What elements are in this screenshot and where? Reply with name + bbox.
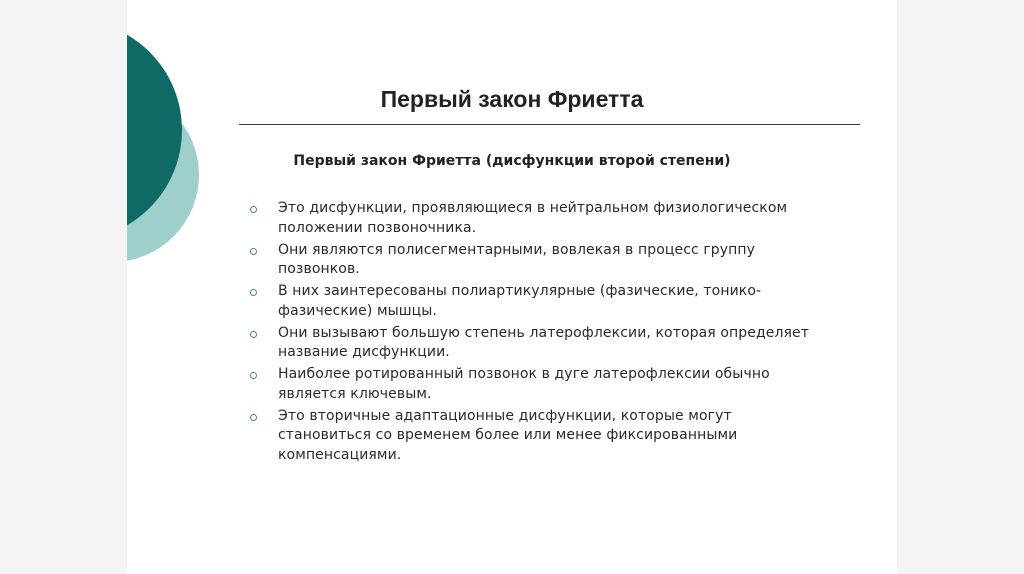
bullet-text: Это дисфункции, проявляющиеся в нейтральном физиологическом положении позвоночника. xyxy=(278,200,788,236)
circle-bullet-icon xyxy=(250,372,257,379)
circle-bullet-icon xyxy=(250,331,257,338)
bullet-text: В них заинтересованы полиартикулярные (фазические, тонико- фазические) мышцы. xyxy=(278,283,762,319)
bullet-item xyxy=(248,199,848,238)
bullet-list xyxy=(248,199,848,468)
slide xyxy=(127,0,897,574)
slide-subtitle: Первый закон Фриетта (дисфункции второй степени) xyxy=(293,153,731,169)
bullet-text: Они являются полисегментарными, вовлекая в процесс группу позвонков. xyxy=(278,241,756,277)
title-divider xyxy=(239,124,860,125)
bullet-text: Они вызывают большую степень латерофлексии, которая определяет название дисфункции. xyxy=(278,324,810,360)
slide-title: Первый закон Фриетта xyxy=(380,86,644,112)
bullet-text: Это вторичные адаптационные дисфункции, которые могут становиться со временем более или менее фиксированными компенсациями. xyxy=(278,407,738,463)
bullet-item xyxy=(248,241,848,280)
bullet-item xyxy=(248,282,848,321)
circle-bullet-icon xyxy=(250,414,257,421)
bullet-item xyxy=(248,365,848,404)
circle-bullet-icon xyxy=(250,248,257,255)
circle-bullet-icon xyxy=(250,289,257,296)
bullet-item xyxy=(248,407,848,466)
bullet-item xyxy=(248,324,848,363)
circle-bullet-icon xyxy=(250,206,257,213)
bullet-text: Наиболее ротированный позвонок в дуге латерофлексии обычно является ключевым. xyxy=(278,366,770,402)
